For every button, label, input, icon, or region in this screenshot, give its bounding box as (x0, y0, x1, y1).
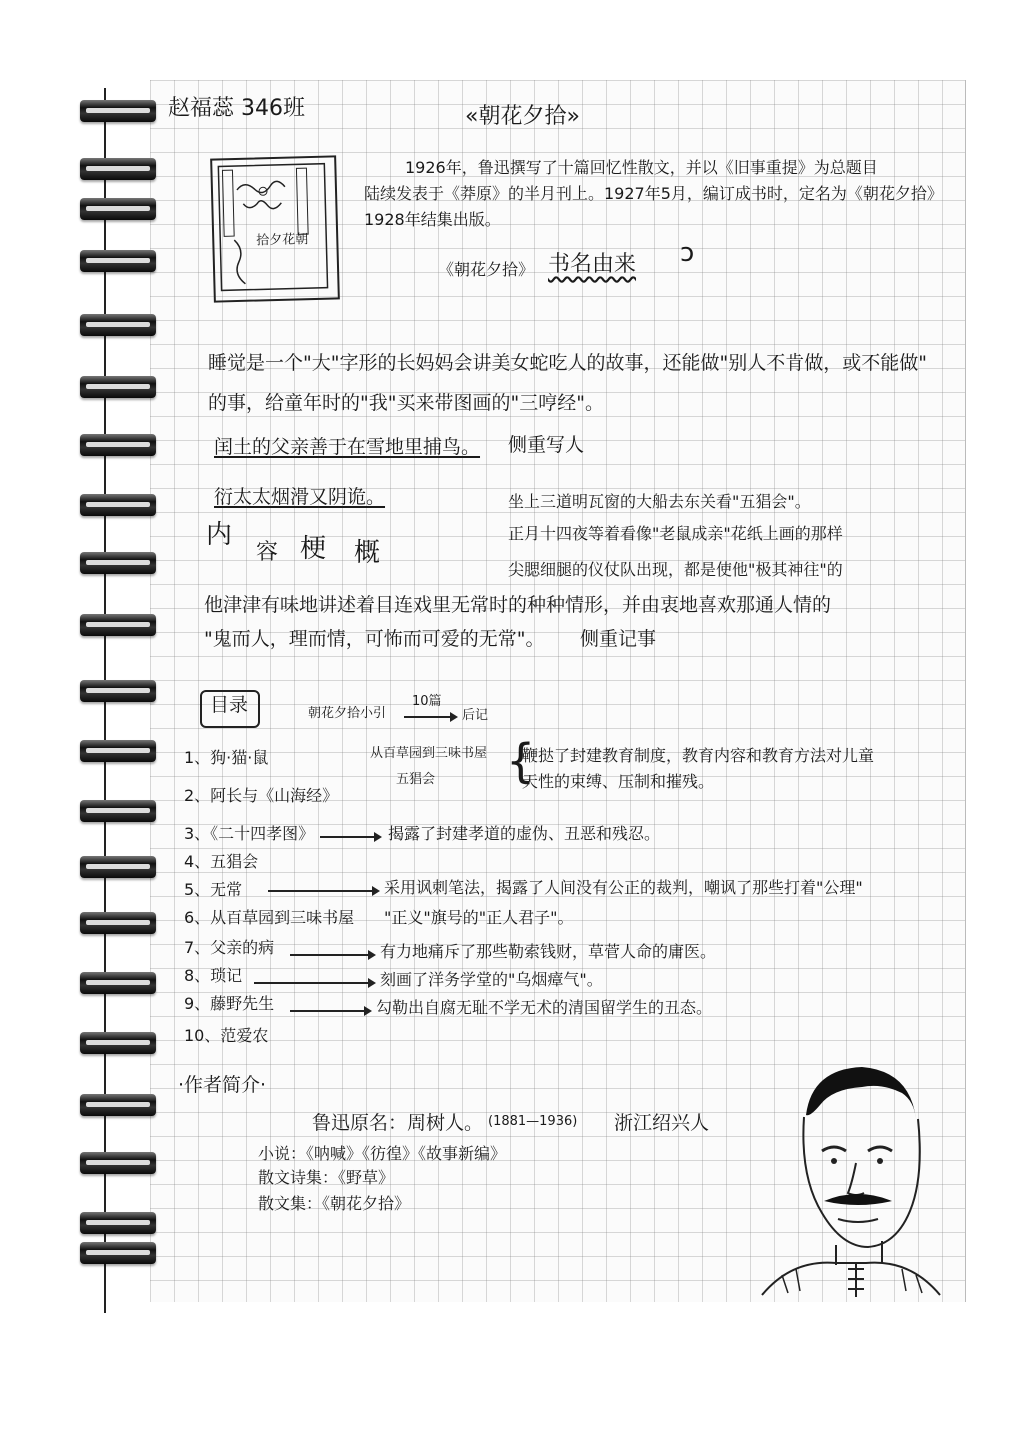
cover-drawing-icon (212, 158, 334, 297)
toc-note-a-line-2: 天性的束缚、压制和摧残。 (522, 772, 715, 791)
content-title-char-3: 梗 (300, 534, 327, 564)
spiral-ring (80, 314, 156, 336)
toc-item: 8、琐记 (184, 966, 243, 985)
spiral-ring (80, 552, 156, 574)
author-fiction: 小说：《呐喊》《彷徨》《故事新编》 (258, 1144, 507, 1163)
toc-item: 7、父亲的病 (184, 938, 275, 957)
toc-item: 2、阿长与《山海经》 (184, 786, 339, 805)
content-title-char-2: 容 (256, 540, 279, 565)
toc-arrow-9 (290, 1010, 370, 1012)
content-line-2: 的事，给童年时的"我"买来带图画的"三哼经"。 (208, 392, 604, 414)
toc-note-5-line-1: 采用讽刺笔法，揭露了人间没有公正的裁判，嘲讽了那些打着"公理" (384, 878, 863, 897)
spiral-ring (80, 376, 156, 398)
lu-xun-portrait-icon (752, 1055, 948, 1301)
toc-item: 6、从百草园到三味书屋 (184, 908, 355, 927)
spiral-ring (80, 158, 156, 180)
content-line-8: "鬼而人，理而情，可怖而可爱的无常"。 (204, 628, 545, 650)
toc-badge: 目录 (210, 694, 249, 716)
name-origin-mark: ɔ (680, 238, 695, 268)
spiral-ring (80, 494, 156, 516)
toc-group-a-line-2: 五猖会 (396, 772, 436, 787)
content-title-char-4: 概 (354, 538, 381, 568)
author-years: (1881—1936) (488, 1114, 578, 1129)
content-line-1: 睡觉是一个"大"字形的长妈妈会讲美女蛇吃人的故事，还能做"别人不肯做，或不能做" (208, 352, 927, 374)
spiral-ring (80, 1094, 156, 1116)
spiral-ring (80, 1212, 156, 1234)
spiral-ring (80, 856, 156, 878)
spiral-ring (80, 912, 156, 934)
spiral-ring (80, 250, 156, 272)
toc-item: 5、无常 (184, 880, 243, 899)
toc-summary-count: 10篇 (412, 694, 442, 709)
toc-note-7: 有力地痛斥了那些勒索钱财，草菅人命的庸医。 (380, 942, 717, 961)
content-line-4-right: 坐上三道明瓦窗的大船去东关看"五猖会"。 (508, 492, 811, 511)
content-line-3-note: 侧重写人 (508, 434, 585, 456)
spiral-ring (80, 680, 156, 702)
author-heading: ·作者简介· (178, 1074, 267, 1096)
content-line-7: 他津津有味地讲述着目连戏里无常时的种种情形，并由衷地喜欢那通人情的 (204, 594, 832, 616)
cover-caption: 拾夕花朝 (256, 232, 309, 249)
toc-summary-left: 朝花夕拾小引 (308, 706, 387, 721)
toc-arrow-3 (320, 836, 380, 838)
spiral-ring (80, 198, 156, 220)
content-line-5-right: 正月十四夜等着看像"老鼠成亲"花纸上画的那样 (508, 524, 843, 543)
toc-arrow-8 (254, 982, 374, 984)
toc-note-a-line-1: 鞭挞了封建教育制度，教育内容和教育方法对儿童 (522, 746, 875, 765)
spiral-ring (80, 1242, 156, 1264)
content-title-char-1: 内 (206, 520, 233, 550)
cover-sketch (210, 155, 340, 302)
spiral-ring (80, 800, 156, 822)
student-name: 赵福蕊 346班 (168, 96, 305, 121)
toc-item: 10、范爱农 (184, 1026, 269, 1045)
intro-line-1: 1926年，鲁迅撰写了十篇回忆性散文，并以《旧事重提》为总题目 (405, 158, 878, 177)
spiral-ring (80, 1152, 156, 1174)
toc-note-5-line-2: "正义"旗号的"正人君子"。 (384, 908, 574, 927)
author-prose-poems: 散文诗集：《野草》 (258, 1168, 395, 1187)
content-line-8-note: 侧重记事 (580, 628, 657, 650)
author-line-1: 鲁迅原名：周树人。 (312, 1112, 484, 1134)
name-origin-book: 《朝花夕拾》 (438, 260, 535, 279)
toc-item: 3、《二十四孝图》 (184, 824, 315, 843)
content-line-3: 闰土的父亲善于在雪地里捕鸟。 (214, 436, 481, 458)
content-line-6-right: 尖腮细腿的仪仗队出现，都是使他"极其神往"的 (508, 560, 843, 579)
toc-item: 4、五猖会 (184, 852, 259, 871)
spiral-ring (80, 434, 156, 456)
content-line-4: 衍太太烟滑又阴诡。 (214, 486, 386, 508)
toc-summary-arrow (404, 716, 456, 718)
toc-note-8: 刻画了洋务学堂的"乌烟瘴气"。 (380, 970, 603, 989)
toc-summary-right: 后记 (462, 708, 489, 723)
toc-note-3: 揭露了封建孝道的虚伪、丑恶和残忍。 (388, 824, 661, 843)
spiral-ring (80, 1032, 156, 1054)
toc-group-a-line-1: 从百草园到三味书屋 (370, 746, 488, 761)
author-hometown: 浙江绍兴人 (614, 1112, 710, 1134)
intro-line-2: 陆续发表于《莽原》的半月刊上。1927年5月，编订成书时，定名为《朝花夕拾》 (364, 184, 943, 203)
spiral-ring (80, 740, 156, 762)
toc-arrow-5 (268, 890, 378, 892)
toc-item: 9、藤野先生 (184, 994, 275, 1013)
spiral-ring (80, 972, 156, 994)
book-title: «朝花夕拾» (465, 104, 580, 129)
toc-group-brace: { (506, 734, 536, 788)
toc-note-9: 勾勒出自腐无耻不学无术的清国留学生的丑态。 (376, 998, 713, 1017)
author-prose: 散文集：《朝花夕拾》 (258, 1194, 411, 1213)
name-origin-label: 书名由来 (548, 252, 637, 277)
spiral-ring (80, 100, 156, 122)
toc-item: 1、狗·猫·鼠 (184, 748, 269, 767)
intro-line-3: 1928年结集出版。 (364, 210, 501, 229)
toc-arrow-7 (290, 954, 374, 956)
spiral-ring (80, 614, 156, 636)
